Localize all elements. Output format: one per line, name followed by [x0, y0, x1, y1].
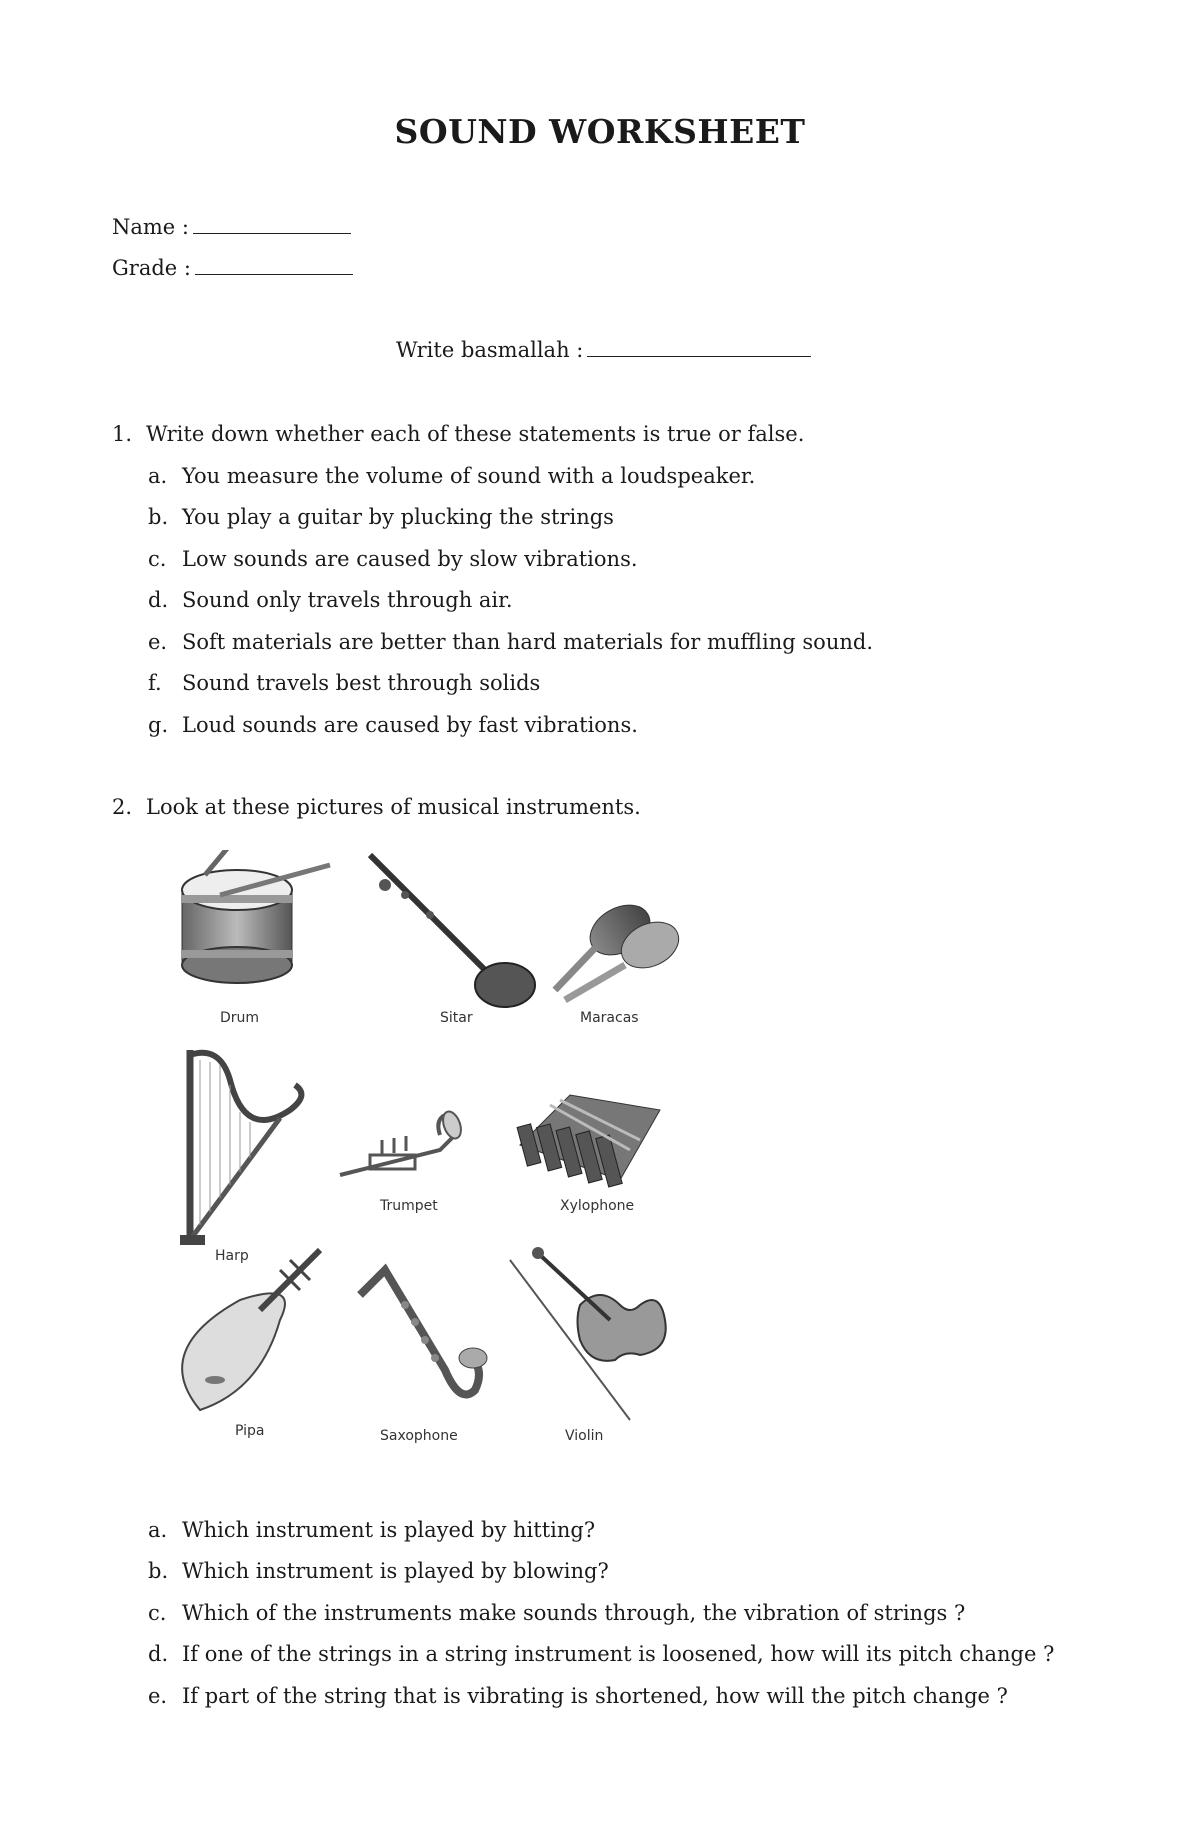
saxophone-image [360, 1270, 487, 1395]
maracas-image [555, 895, 686, 1000]
q2-item-letter: b. [148, 1559, 169, 1583]
instrument-caption: Violin [565, 1428, 604, 1444]
q1-item-text: Sound only travels through air. [182, 588, 513, 612]
name-field [112, 215, 351, 239]
violin-image [510, 1247, 666, 1420]
instrument-caption: Saxophone [380, 1428, 458, 1444]
q2-item-text: Which instrument is played by blowing? [182, 1559, 609, 1583]
basmallah-label: Write basmallah : [396, 338, 584, 362]
q2-item-text: If part of the string that is vibrating is shortened, how will the pitch change ? [182, 1684, 1008, 1708]
instrument-caption: Trumpet [380, 1198, 438, 1214]
name-blank[interactable] [193, 215, 351, 234]
instruments-figure [160, 850, 760, 1490]
q1-item-text: Soft materials are better than hard materials for muffling sound. [182, 630, 873, 654]
instrument-caption: Harp [215, 1248, 249, 1264]
q1-item-letter: f. [148, 671, 162, 695]
q2-item-letter: d. [148, 1642, 169, 1666]
q2-item-text: If one of the strings in a string instrument is loosened, how will its pitch change ? [182, 1642, 1055, 1666]
drum-image [182, 850, 330, 983]
grade-blank[interactable] [195, 256, 353, 275]
q1-item-text: You play a guitar by plucking the strings [182, 505, 614, 529]
question2-number: 2. [112, 795, 133, 819]
q2-item-text: Which instrument is played by hitting? [182, 1518, 596, 1542]
instrument-caption: Pipa [235, 1423, 265, 1439]
q1-item-letter: e. [148, 630, 168, 654]
page-title: SOUND WORKSHEET [394, 112, 806, 151]
grade-label: Grade : [112, 256, 191, 280]
q1-item-letter: b. [148, 505, 169, 529]
q2-item-letter: c. [148, 1601, 167, 1625]
question1-number: 1. [112, 422, 133, 446]
name-label: Name : [112, 215, 189, 239]
question1-text: Write down whether each of these statements is true or false. [146, 422, 805, 446]
q2-item-letter: e. [148, 1684, 168, 1708]
instrument-caption: Sitar [440, 1010, 473, 1026]
q1-item-text: Low sounds are caused by slow vibrations. [182, 547, 638, 571]
xylophone-image [517, 1095, 660, 1187]
q1-item-letter: d. [148, 588, 169, 612]
q2-item-text: Which of the instruments make sounds through, the vibration of strings ? [182, 1601, 966, 1625]
basmallah-field [396, 338, 811, 362]
trumpet-image [340, 1109, 464, 1175]
grade-field [112, 256, 353, 280]
basmallah-blank[interactable] [587, 338, 811, 357]
q1-item-text: You measure the volume of sound with a loudspeaker. [182, 464, 756, 488]
question2-text: Look at these pictures of musical instruments. [146, 795, 641, 819]
instrument-caption: Xylophone [560, 1198, 635, 1214]
q1-item-text: Loud sounds are caused by fast vibrations. [182, 713, 638, 737]
sitar-image [370, 855, 535, 1007]
q2-item-letter: a. [148, 1518, 168, 1542]
q1-item-letter: c. [148, 547, 167, 571]
pipa-image [182, 1250, 320, 1410]
q1-item-letter: g. [148, 713, 169, 737]
q1-item-text: Sound travels best through solids [182, 671, 541, 695]
instrument-caption: Drum [220, 1010, 260, 1026]
instrument-caption: Maracas [580, 1010, 639, 1026]
q1-item-letter: a. [148, 464, 168, 488]
harp-image [180, 1050, 301, 1245]
